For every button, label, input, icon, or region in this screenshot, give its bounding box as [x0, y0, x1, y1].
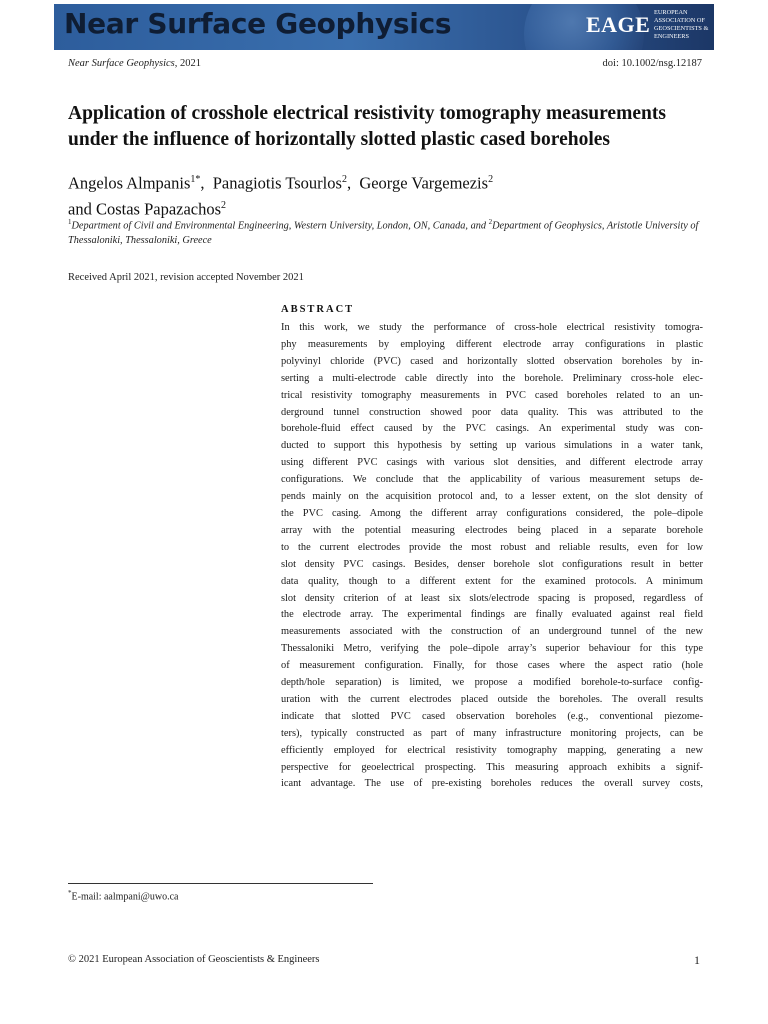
affiliations — [68, 215, 718, 248]
eage-subtext-line: ASSOCIATION OF — [654, 17, 705, 24]
footnote-divider — [68, 883, 373, 884]
footnote-marker: * — [68, 889, 72, 897]
abstract-line: polyvinyl chloride (PVC) cased and horizontally slotted observation boreholes by in- — [281, 355, 703, 367]
abstract-line: perspective for geoelectrical prospecting. This measuring approach exhibits a signif- — [281, 761, 703, 773]
abstract-line: to the current electrodes provide the most robust and reliable results, even for low — [281, 541, 703, 553]
affiliation-marker: 2 — [488, 218, 493, 226]
abstract-body — [281, 320, 703, 793]
author-affiliation-marker: 2 — [221, 199, 227, 211]
abstract-line: depth/hole separation) is limited, we propose a modified borehole-to-surface config- — [281, 677, 703, 689]
abstract-line: derground tunnel construction showed poor data quality. This was attributed to the — [281, 406, 703, 418]
running-header-doi[interactable]: doi: 10.1002/nsg.12187 — [602, 58, 702, 69]
abstract-line: ducted to support this hypothesis by setting up various simulations in a water tank, — [281, 440, 703, 452]
author-name[interactable]: George Vargemezis — [359, 173, 489, 193]
abstract-line: slot density PVC casings. Besides, denser borehole slot configurations result in better — [281, 558, 703, 570]
eage-logo-subtext — [654, 9, 714, 41]
author-affiliation-marker: 1* — [190, 174, 201, 185]
abstract-line: of measurement configuration. Finally, for those cases where the aspect ratio (hole — [281, 660, 703, 672]
abstract-line: uration with the current electrodes placed outside the boreholes. The overall results — [281, 693, 703, 705]
author-name[interactable]: Angelos Almpanis — [68, 173, 191, 193]
abstract-line: configurations. We conclude that the applicability of various measurement setups de- — [281, 474, 703, 486]
author-separator: , — [200, 173, 213, 193]
affiliation-marker: 1 — [68, 218, 72, 226]
abstract-line: slot density criterion of at least six slots/electrode spacing is proposed, regardless of — [281, 592, 703, 604]
footnote-text[interactable]: E-mail: aalmpani@uwo.ca — [71, 891, 179, 903]
running-header-year: , 2021 — [174, 58, 201, 69]
author-list — [68, 169, 708, 220]
abstract-line: the PVC casing. Among the different array configurations considered, the pole–dipole — [281, 507, 703, 519]
page-number: 1 — [694, 953, 700, 967]
abstract-line: measurements associated with the construction of an underground tunnel of the new — [281, 626, 703, 638]
eage-logo: EAGE — [586, 12, 651, 37]
abstract-line: ters), typically constructed as part of many infrastructure monitoring projects, can be — [281, 727, 703, 739]
abstract-line: trical resistivity tomography measurements in PVC cased boreholes related to an un- — [281, 389, 703, 401]
abstract-line: data quality, though to a different extent for the examined protocols. A minimum — [281, 575, 703, 587]
abstract-line: In this work, we study the performance of cross-hole electrical resistivity tomogra- — [281, 322, 703, 333]
abstract-line: array with the potential measuring electrodes being placed in a separate borehole — [281, 524, 703, 536]
abstract-line: serting a multi-electrode cable directly into the borehole. Preliminary cross-hole elec- — [281, 372, 703, 384]
abstract-line: icant advantage. The use of pre-existing boreholes reduces the overall survey costs, — [281, 778, 703, 790]
running-header-journal — [68, 58, 201, 69]
eage-subtext-line: ENGINEERS — [654, 33, 689, 40]
author-affiliation-marker: 2 — [341, 174, 347, 185]
footnote-email — [68, 889, 178, 902]
eage-subtext-line: EUROPEAN — [654, 9, 688, 16]
abstract-line: efficiently employed for electrical resistivity tomography mapping, generating a new — [281, 744, 703, 756]
article-title: Application of crosshole electrical resistivity tomography measurements under the influence of horizontally slotted plastic cased boreholes — [68, 103, 666, 150]
abstract-line: borehole-fluid effect caused by the PVC casings. An experimental study was con- — [281, 423, 703, 435]
abstract-line: indicate that slotted PVC cased observation boreholes (e.g., conventional piezome- — [281, 710, 703, 722]
journal-name: Near Surface Geophysics — [64, 7, 452, 40]
copyright-notice: © 2021 European Association of Geoscientists & Engineers — [68, 954, 320, 965]
author-affiliation-marker: 2 — [488, 174, 494, 185]
received-date: Received April 2021, revision accepted November 2021 — [68, 272, 304, 283]
abstract-line: phy measurements by employing different electrode array configurations in plastic — [281, 338, 703, 350]
affiliation-text: Department of Civil and Environmental Engineering, Western University, London, ON, Canada, and — [71, 220, 489, 232]
abstract-heading: ABSTRACT — [281, 304, 355, 315]
abstract-line: Thessaloniki Metro, verifying the pole–dipole array’s superior behaviour for this type — [281, 643, 703, 655]
running-header-journal-name: Near Surface Geophysics — [68, 58, 175, 69]
abstract-line: the electrode array. The experimental findings are finally evaluated against real field — [281, 609, 703, 621]
eage-subtext-line: GEOSCIENTISTS & — [654, 25, 709, 32]
author-name[interactable]: and Costas Papazachos — [68, 199, 222, 218]
affiliation-text: Department of Geophysics, Aristotle University of Thessaloniki, Thessaloniki, Greece — [68, 220, 699, 247]
abstract-line: using different PVC casings with various slot densities, and different electrode array — [281, 457, 703, 469]
abstract-line: pends mainly on the acquisition protocol and, to a lesser extent, on the slot density of — [281, 491, 703, 503]
author-name[interactable]: Panagiotis Tsourlos — [212, 173, 342, 193]
author-separator: , — [346, 173, 360, 193]
journal-banner — [54, 4, 714, 50]
